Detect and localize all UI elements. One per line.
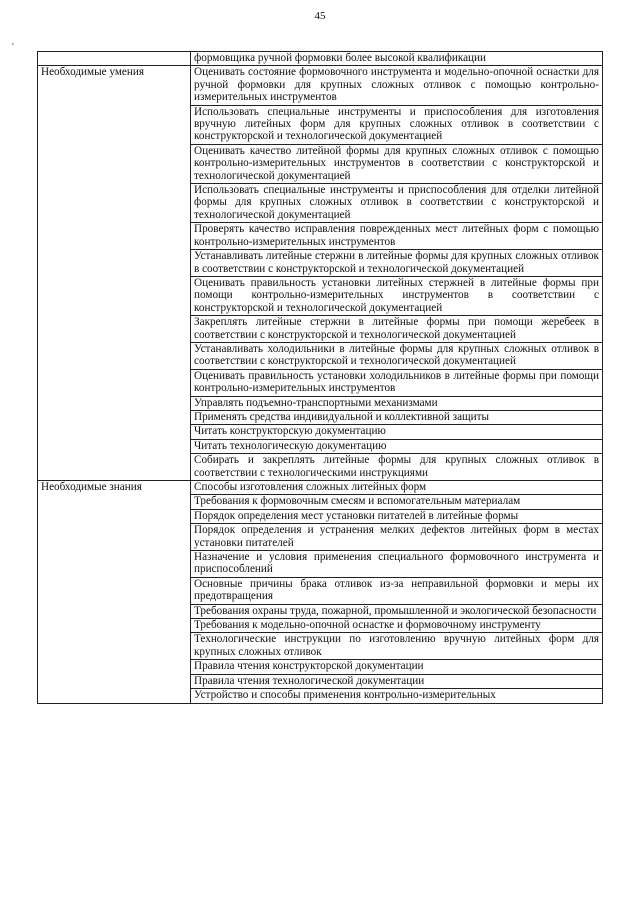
skills-item: Читать технологическую документацию xyxy=(191,439,603,453)
knowledge-section-label: Необходимые знания xyxy=(38,481,191,704)
knowledge-item: Правила чтения технологической документации xyxy=(191,674,603,688)
skills-item: Закреплять литейные стержни в литейные формы при помощи жеребеек в соответствии с конструкторской и технологической документацией xyxy=(191,316,603,343)
knowledge-item: Требования охраны труда, пожарной, промышленной и экологической безопасности xyxy=(191,604,603,618)
knowledge-item: Требования к формовочным смесям и вспомогательным материалам xyxy=(191,495,603,509)
knowledge-item: Способы изготовления сложных литейных форм xyxy=(191,481,603,495)
knowledge-item: Назначение и условия применения специального формовочного инструмента и приспособлений xyxy=(191,551,603,578)
skills-item: Проверять качество исправления поврежденных мест литейных форм с помощью контрольно-измерительных инструментов xyxy=(191,223,603,250)
knowledge-item: Правила чтения конструкторской документации xyxy=(191,660,603,674)
skills-item: Оценивать качество литейной формы для крупных сложных отливок с помощью контрольно-измерительных инструментов в соответствии с конструкторской и технологической документацией xyxy=(191,144,603,183)
requirements-table-body xyxy=(38,52,603,704)
knowledge-item: Устройство и способы применения контрольно-измерительных xyxy=(191,689,603,703)
skills-item: Оценивать правильность установки литейных стержней в литейные формы при помощи контрольно-измерительных инструментов в соответствии с конструкторской и технологической документацией xyxy=(191,276,603,315)
continuation-cell: формовщика ручной формовки более высокой квалификации xyxy=(191,52,603,66)
skills-item: Оценивать правильность установки холодильников в литейные формы при помощи контрольно-измерительных инструментов xyxy=(191,369,603,396)
skills-item: Устанавливать холодильники в литейные формы для крупных сложных отливок в соответствии с конструкторской и технологической документацией xyxy=(191,342,603,369)
knowledge-item: Технологические инструкции по изготовлению вручную литейных форм для крупных сложных отливок xyxy=(191,633,603,660)
skills-item: Собирать и закреплять литейные формы для крупных сложных отливок в соответствии с технологическими инструкциями xyxy=(191,454,603,481)
skills-section-label: Необходимые умения xyxy=(38,66,191,481)
requirements-table xyxy=(37,51,603,704)
skills-item: Читать конструкторскую документацию xyxy=(191,425,603,439)
knowledge-item: Требования к модельно-опочной оснастке и формовочному инструменту xyxy=(191,619,603,633)
knowledge-item: Основные причины брака отливок из-за неправильной формовки и меры их предотвращения xyxy=(191,577,603,604)
skills-item: Управлять подъемно-транспортными механизмами xyxy=(191,396,603,410)
row-label xyxy=(38,52,191,66)
skills-item: Использовать специальные инструменты и приспособления для изготовления вручную литейных форм для крупных сложных отливок в соответствии с конструкторской и технологической документацией xyxy=(191,105,603,144)
table-row xyxy=(38,481,603,495)
skills-item: Использовать специальные инструменты и приспособления для отделки литейной формы для крупных сложных отливок в соответствии с конструкторской и технологической документацией xyxy=(191,184,603,223)
knowledge-item: Порядок определения мест установки питателей в литейные формы xyxy=(191,509,603,523)
table-row xyxy=(38,52,603,66)
knowledge-item: Порядок определения и устранения мелких дефектов литейных форм в местах установки питателей xyxy=(191,524,603,551)
skills-item: Устанавливать литейные стержни в литейные формы для крупных сложных отливок в соответствии с конструкторской и технологической документацией xyxy=(191,250,603,277)
table-row xyxy=(38,66,603,105)
skills-item: Применять средства индивидуальной и коллективной защиты xyxy=(191,410,603,424)
margin-mark: ' xyxy=(12,42,14,53)
skills-item: Оценивать состояние формовочного инструмента и модельно-опочной оснастки для ручной формовки для крупных сложных отливок с помощью контрольно-измерительных инструментов xyxy=(191,66,603,105)
page-number: 45 xyxy=(314,10,326,22)
